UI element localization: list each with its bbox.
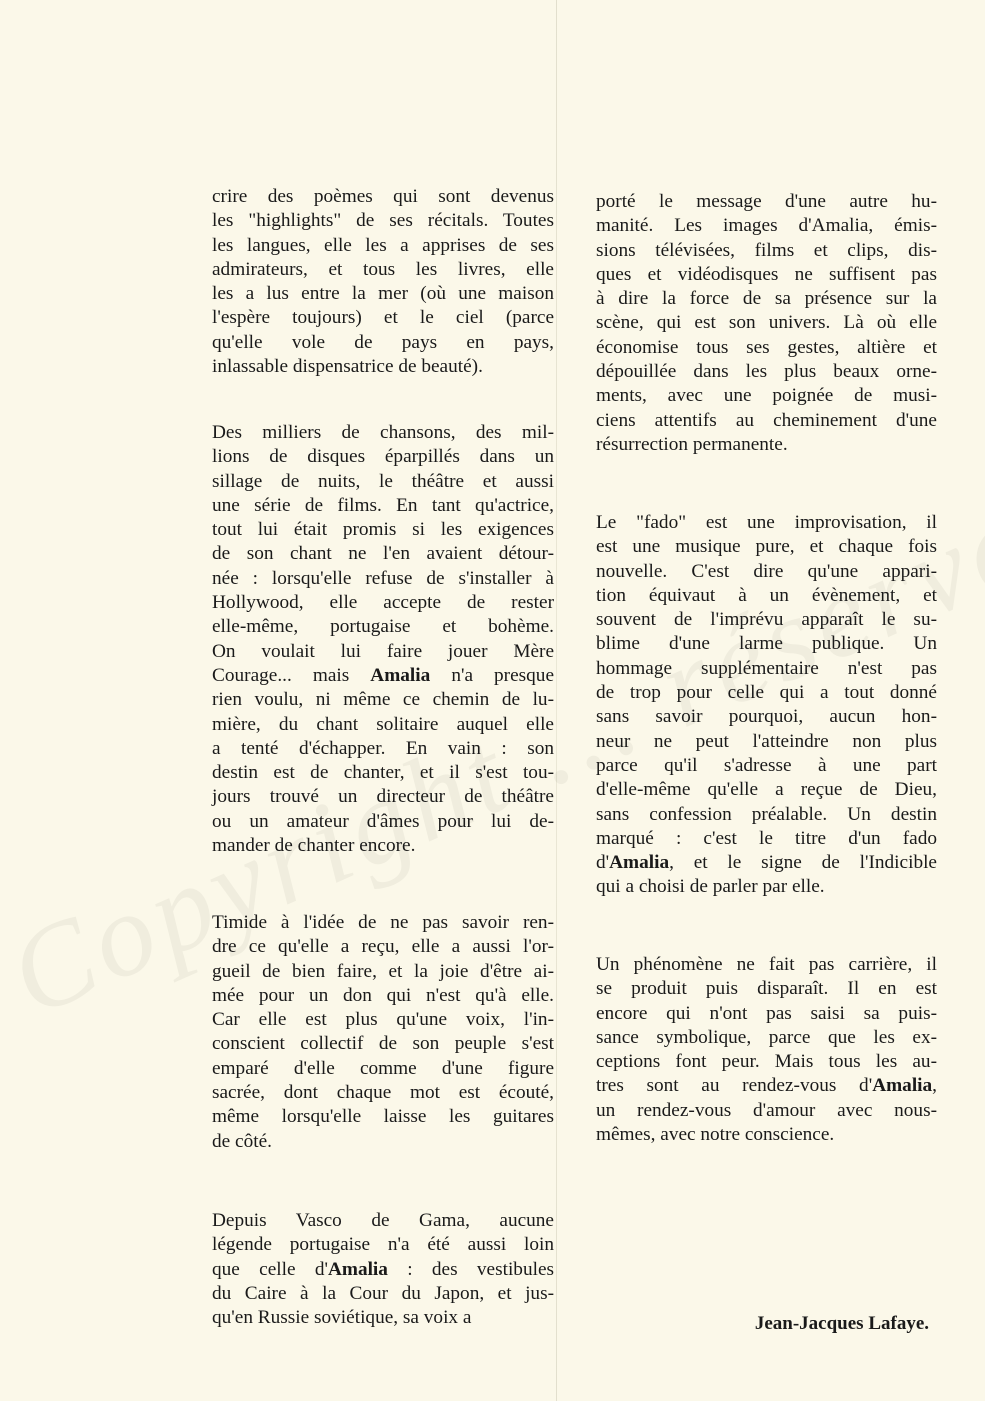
text-line: inlassable dispensatrice de beauté). xyxy=(212,356,483,378)
paragraph xyxy=(212,1209,554,1330)
text-line: mière, du chant solitaire auquel elle xyxy=(212,713,554,735)
text-line: encore qui n'ont pas saisi sa puis- xyxy=(596,1002,937,1024)
text-line: hommage supplémentaire n'est pas xyxy=(596,657,937,679)
text-line: destin est de chanter, et il s'est tou- xyxy=(212,762,554,784)
paragraph xyxy=(596,953,937,1147)
text-line: emparé d'elle comme d'une figure xyxy=(212,1057,554,1079)
text-line: du Caire à la Cour du Japon, et jus- xyxy=(212,1282,554,1304)
text-line: légende portugaise n'a été aussi loin xyxy=(212,1234,554,1256)
paragraph xyxy=(596,190,937,457)
text-line: Un phénomène ne fait pas carrière, il xyxy=(596,954,937,975)
text-line: de son chant ne l'en avaient détour- xyxy=(212,543,554,565)
text-line: admirateurs, et tous les livres, elle xyxy=(212,258,554,280)
text-line: d'elle-même qu'elle a reçue de Dieu, xyxy=(596,779,937,801)
text-line: qui a choisi de parler par elle. xyxy=(596,876,825,898)
text-line: les a lus entre la mer (où une maison xyxy=(212,283,554,305)
text-line: de côté. xyxy=(212,1130,272,1152)
text-line: Depuis Vasco de Gama, aucune xyxy=(212,1210,554,1231)
text-line: mander de chanter encore. xyxy=(212,835,416,857)
text-line: jours trouvé un directeur de théâtre xyxy=(212,786,554,808)
text-line: souvent de l'imprévu apparaît le su- xyxy=(596,609,937,631)
text-line: sans savoir pourquoi, aucun hon- xyxy=(596,706,937,728)
text-line: ciens attentifs au cheminement d'une xyxy=(596,409,937,431)
text-line: ques et vidéodisques ne suffisent pas xyxy=(596,263,937,285)
text-line: les langues, elle les a apprises de ses xyxy=(212,234,554,256)
text-line: dépouillée dans les plus beaux orne- xyxy=(596,361,937,383)
text-line: nouvelle. C'est dire qu'une appari- xyxy=(596,560,937,582)
text-line: porté le message d'une autre hu- xyxy=(596,191,937,212)
paragraph xyxy=(212,185,554,379)
text-line: de trop pour celle qui a tout donné xyxy=(596,682,937,704)
text-line: résurrection permanente. xyxy=(596,433,788,455)
text-line: née : lorsqu'elle refuse de s'installer à xyxy=(212,567,554,589)
text-line: marqué : c'est le titre d'un fado xyxy=(596,827,937,849)
text-line: mée pour un don qui n'est qu'à elle. xyxy=(212,984,554,1006)
text-line: se produit puis disparaît. Il en est xyxy=(596,978,937,1000)
text-line: tion équivaut à un évènement, et xyxy=(596,584,937,606)
text-line: que celle d'Amalia : des vestibules xyxy=(212,1258,555,1280)
text-line: est une musique pure, et chaque fois xyxy=(596,536,937,558)
text-line: Courage... mais Amalia n'a presque xyxy=(212,664,555,686)
paragraph xyxy=(212,421,554,858)
page-fold xyxy=(556,0,557,1401)
text-line: dre ce qu'elle a reçu, elle a aussi l'or- xyxy=(212,936,554,958)
text-line: Le "fado" est une improvisation, il xyxy=(596,512,937,533)
text-line: sacrée, dont chaque mot est écouté, xyxy=(212,1082,554,1104)
text-line: sance symbolique, parce que les ex- xyxy=(596,1026,937,1048)
text-line: elle-même, portugaise et bohème. xyxy=(212,616,554,638)
text-line: une série de films. En tant qu'actrice, xyxy=(212,494,554,516)
text-line: qu'elle vole de pays en pays, xyxy=(212,331,554,353)
text-line: qu'en Russie soviétique, sa voix a xyxy=(212,1307,472,1329)
text-line: l'espère toujours) et le ciel (parce xyxy=(212,307,554,329)
text-line: neur ne peut l'atteindre non plus xyxy=(596,730,937,752)
text-line: sions télévisées, films et clips, dis- xyxy=(596,239,937,261)
text-line: un rendez-vous d'amour avec nous- xyxy=(596,1099,937,1121)
text-line: parce qu'il s'adresse à une part xyxy=(596,754,937,776)
text-line: mêmes, avec notre conscience. xyxy=(596,1124,835,1146)
text-line: ceptions font peur. Mais tous les au- xyxy=(596,1051,937,1073)
text-line: On voulait lui faire jouer Mère xyxy=(212,640,554,662)
text-line: manité. Les images d'Amalia, émis- xyxy=(596,215,937,237)
text-line: économise tous ses gestes, altière et xyxy=(596,336,937,358)
author-signature: Jean-Jacques Lafaye. xyxy=(754,1313,929,1334)
paragraph xyxy=(212,911,554,1154)
text-line: tres sont au rendez-vous d'Amalia, xyxy=(596,1075,937,1097)
text-line: tout lui était promis si les exigences xyxy=(212,519,554,541)
text-line: lions de disques éparpillés dans un xyxy=(212,446,554,468)
text-line: Hollywood, elle accepte de rester xyxy=(212,592,554,614)
text-line: gueil de bien faire, et la joie d'être ai- xyxy=(212,960,554,982)
text-line: blime d'une larme publique. Un xyxy=(596,633,937,655)
text-line: crire des poèmes qui sont devenus xyxy=(212,186,554,207)
text-line: a tenté d'échapper. En vain : son xyxy=(212,737,554,759)
text-line: ments, avec une poignée de musi- xyxy=(596,385,937,407)
paragraph xyxy=(596,511,937,900)
text-line: même lorsqu'elle laisse les guitares xyxy=(212,1106,554,1128)
text-line: sillage de nuits, le théâtre et aussi xyxy=(212,470,554,492)
text-line: ou un amateur d'âmes pour lui de- xyxy=(212,810,554,832)
text-line: d'Amalia, et le signe de l'Indicible xyxy=(596,852,937,874)
text-line: Des milliers de chansons, des mil- xyxy=(212,422,554,443)
text-line: les "highlights" de ses récitals. Toutes xyxy=(212,210,554,232)
text-line: conscient collectif de son peuple s'est xyxy=(212,1033,554,1055)
text-line: Timide à l'idée de ne pas savoir ren- xyxy=(212,912,554,933)
text-line: Car elle est plus qu'une voix, l'in- xyxy=(212,1009,554,1031)
text-line: à dire la force de sa présence sur la xyxy=(596,288,937,310)
text-line: rien voulu, ni même ce chemin de lu- xyxy=(212,689,554,711)
text-line: scène, qui est son univers. Là où elle xyxy=(596,312,937,334)
text-line: sans confession préalable. Un destin xyxy=(596,803,937,825)
